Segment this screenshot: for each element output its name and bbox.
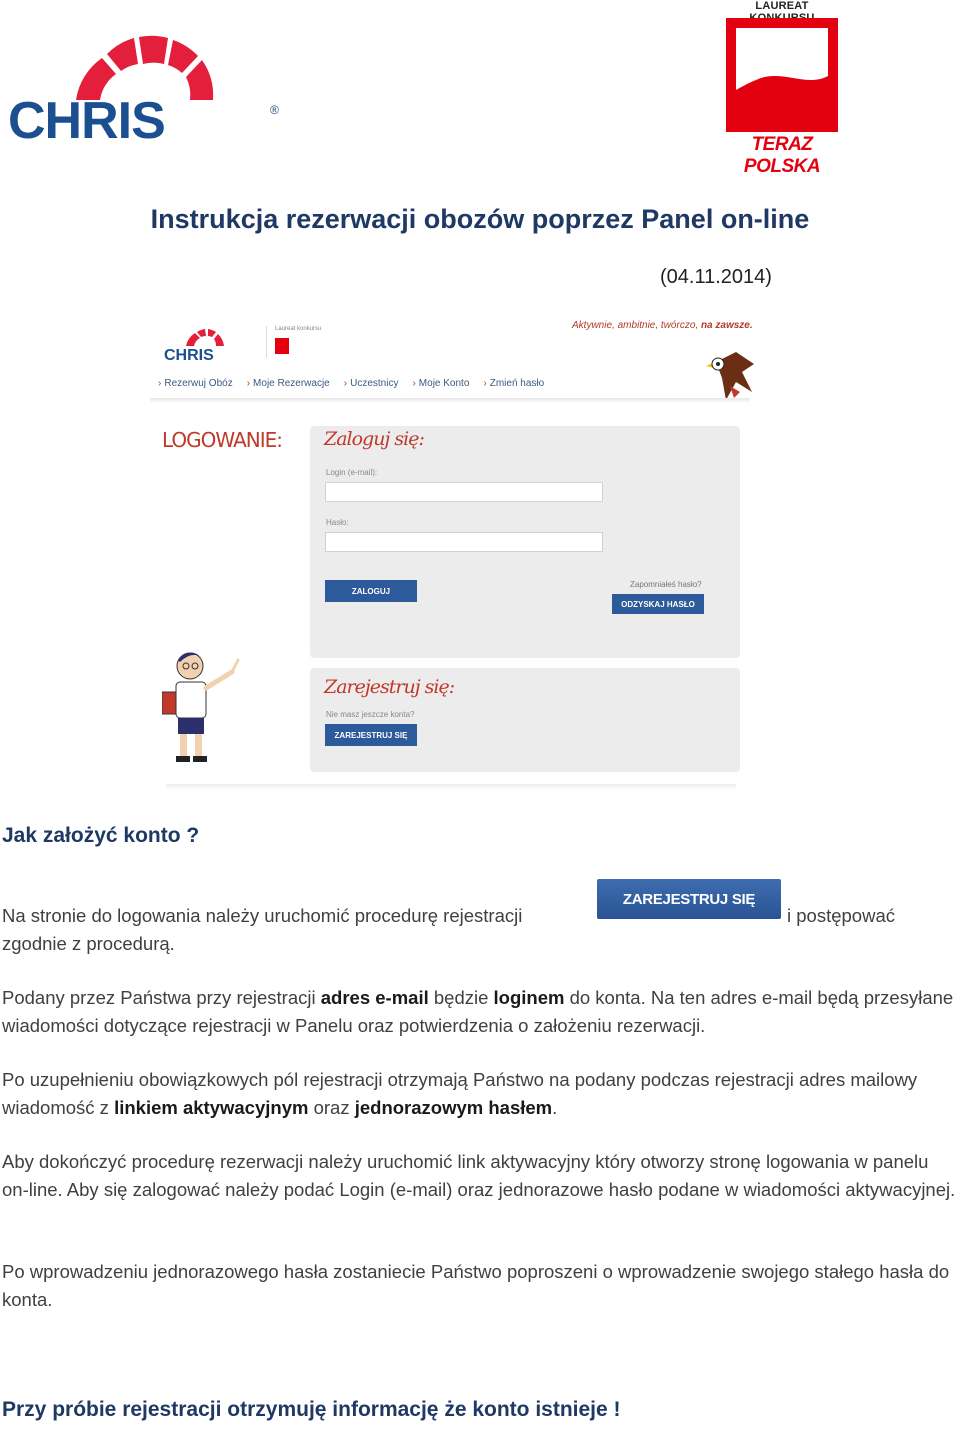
p2-text-a: Podany przez Państwa przy rejestracji	[2, 987, 321, 1008]
panel-register-card	[310, 668, 740, 772]
panel-forgot-text: Zapomniałeś hasło?	[630, 580, 702, 589]
register-button-illustration: ZAREJESTRUJ SIĘ	[597, 879, 781, 919]
p2-text-c: będzie	[428, 987, 494, 1008]
panel-laureat-badge	[266, 326, 322, 358]
p1-text-after: i postępować	[787, 905, 895, 926]
panel-chris-logo	[160, 324, 250, 364]
svg-text:®: ®	[270, 103, 279, 117]
eagle-mascot-image	[696, 342, 760, 404]
svg-text:CHRIS: CHRIS	[164, 347, 214, 364]
panel-nav-moje-konto: › Moje Konto	[412, 378, 469, 394]
document-date: (04.11.2014)	[660, 266, 772, 288]
paragraph-set-password: Po wprowadzeniu jednorazowego hasła zostaniecie Państwo poproszeni o wprowadzenie swojego stałego hasła do konta.	[2, 1261, 950, 1310]
chris-logo-text: CHRIS	[8, 92, 165, 142]
panel-recover-button: ODZYSKAJ HASŁO	[612, 594, 704, 614]
panel-nav-rezerwuj-oboz: › Rezerwuj Obóz	[158, 378, 233, 394]
camp-mascot-image	[162, 648, 254, 768]
panel-nav-uczestnicy: › Uczestnicy	[344, 378, 399, 394]
p3-text-activation-link: linkiem aktywacyjnym	[114, 1097, 309, 1118]
panel-slogan-text: Aktywnie, ambitnie, twórczo,	[572, 320, 699, 331]
panel-login-heading: LOGOWANIE:	[162, 428, 283, 452]
panel-navigation	[158, 378, 544, 394]
panel-teraz-polska-emblem	[275, 338, 289, 354]
p2-text-e: do konta. Na ten adres e-mail będą przesyłane wiadomości dotyczące rejestracji w Panelu oraz potwierdzenia o założeniu rezerwacji.	[2, 987, 954, 1036]
p3-text-c: oraz	[308, 1097, 355, 1118]
panel-nav-zmien-haslo: › Zmień hasło	[483, 378, 544, 394]
panel-login-button: ZALOGUJ	[325, 580, 417, 602]
document-title: Instrukcja rezerwacji obozów poprzez Panel on-line	[150, 204, 810, 234]
p2-text-email: adres e-mail	[320, 987, 429, 1008]
teraz-polska-logo	[722, 0, 842, 177]
chris-logo	[8, 30, 283, 142]
paragraph-activation	[2, 1066, 958, 1122]
panel-no-account-text: Nie masz jeszcze konta?	[326, 710, 415, 719]
panel-password-input	[325, 532, 603, 552]
panel-nav-divider	[150, 398, 750, 403]
panel-login-title: Zaloguj się:	[324, 428, 424, 450]
panel-laureat-label: Laureat konkursu	[275, 326, 322, 332]
p3-text-e: .	[552, 1097, 558, 1118]
panel-slogan-bold: na zawsze.	[700, 320, 753, 331]
panel-nav-moje-rezerwacje: › Moje Rezerwacje	[247, 378, 330, 394]
login-panel-screenshot	[150, 312, 770, 800]
paragraph-login-email	[2, 984, 958, 1040]
p2-text-login: loginem	[493, 987, 565, 1008]
panel-register-title: Zarejestruj się:	[324, 676, 455, 698]
p3-text-one-time-password: jednorazowym hasłem	[354, 1097, 553, 1118]
teraz-polska-emblem	[726, 18, 838, 132]
section-heading-account-exists: Przy próbie rejestracji otrzymuję informację że konto istnieje !	[2, 1398, 621, 1421]
panel-bottom-edge	[166, 784, 736, 790]
p1-text-before: Na stronie do logowania należy uruchomić procedurę rejestracji	[2, 905, 523, 926]
laureat-label: LAUREAT	[755, 0, 809, 12]
panel-login-input	[325, 482, 603, 502]
panel-login-card	[310, 426, 740, 658]
panel-password-label: Hasło:	[326, 518, 349, 527]
p1-text-line2: zgodnie z procedurą.	[2, 933, 175, 954]
panel-register-button: ZAREJESTRUJ SIĘ	[325, 724, 417, 746]
panel-slogan	[572, 320, 753, 331]
panel-login-label: Login (e-mail):	[326, 468, 378, 477]
paragraph-complete-procedure: Aby dokończyć procedurę rezerwacji należy uruchomić link aktywacyjny który otworzy stronę logowania w panelu on-line. Aby się zalogować należy podać Login (e-mail) oraz jednorazowe hasło podane w wiadomości aktywacyjnej.	[2, 1151, 956, 1200]
teraz-polska-label: TERAZ POLSKA	[743, 134, 821, 177]
section-heading-create-account: Jak założyć konto ?	[2, 824, 200, 847]
p3-text-a: Po uzupełnieniu obowiązkowych pól rejestracji otrzymają Państwo na podany podczas rejestracji adres mailowy wiadomość z	[2, 1069, 918, 1118]
